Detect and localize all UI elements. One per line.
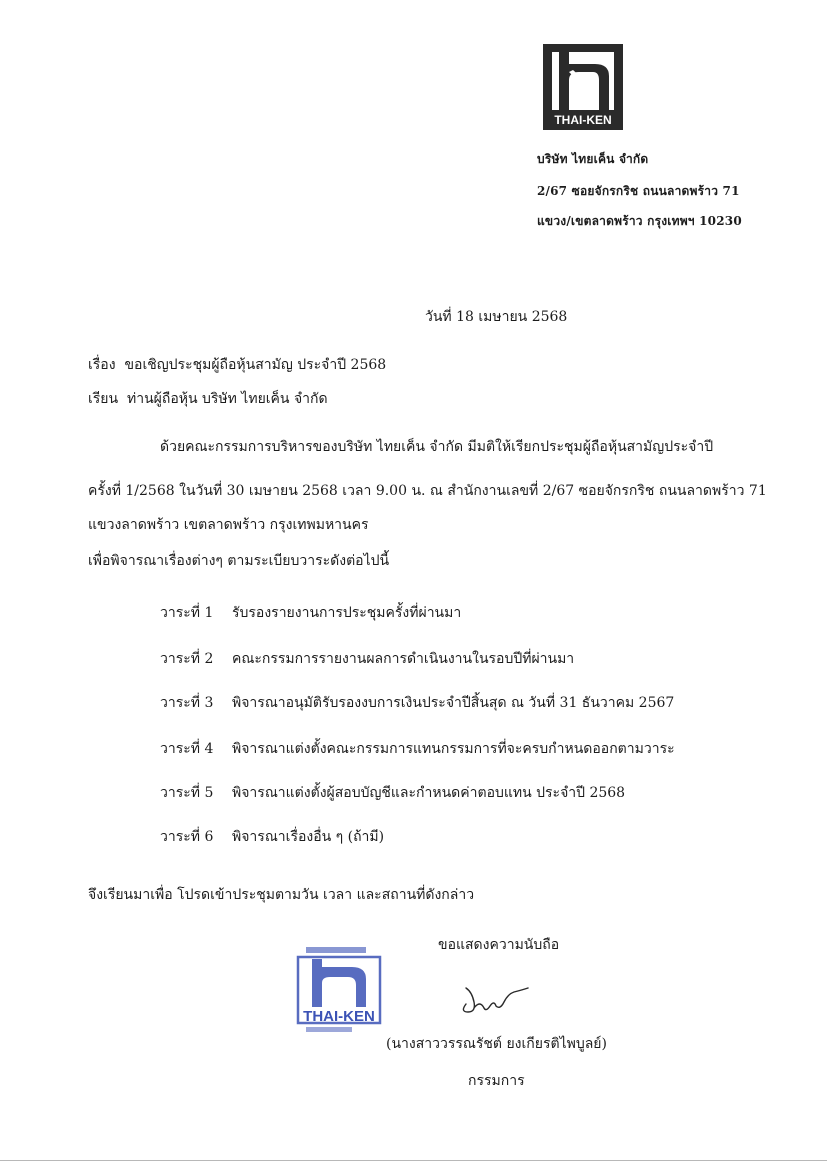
- svg-text:THAI-KEN: THAI-KEN: [554, 113, 612, 127]
- recipient-line: [88, 388, 328, 410]
- signer-position: กรรมการ: [468, 1073, 525, 1089]
- subject-label: เรื่อง: [88, 357, 116, 373]
- agenda-number: วาระที่ 1: [160, 605, 214, 621]
- subject-line: [88, 354, 386, 376]
- agenda-text: รับรองรายงานการประชุมครั้งที่ผ่านมา: [232, 605, 462, 621]
- company-stamp: [292, 945, 386, 1037]
- agenda-number: วาระที่ 3: [160, 695, 214, 711]
- agenda-text: คณะกรรมการรายงานผลการดำเนินงานในรอบปีที่ผ่านมา: [232, 651, 575, 667]
- agenda-number: วาระที่ 2: [160, 651, 214, 667]
- invitation-text: จึงเรียนมาเพื่อ โปรดเข้าประชุมตามวัน เวลา และสถานที่ดังกล่าว: [88, 887, 475, 903]
- svg-text:THAI-KEN: THAI-KEN: [303, 1008, 375, 1025]
- paragraph-line: แขวงลาดพร้าว เขตลาดพร้าว กรุงเทพมหานคร: [88, 517, 369, 533]
- agenda-number: วาระที่ 4: [160, 741, 214, 757]
- paragraph-line: ด้วยคณะกรรมการบริหารของบริษัท ไทยเค็น จำกัด มีมติให้เรียกประชุมผู้ถือหุ้นสามัญประจำปี: [160, 439, 714, 455]
- paragraph-line: เพื่อพิจารณาเรื่องต่างๆ ตามระเบียบวาระดังต่อไปนี้: [88, 553, 390, 569]
- agenda-number: วาระที่ 6: [160, 829, 214, 845]
- agenda-text: พิจารณาแต่งตั้งคณะกรรมการแทนกรรมการที่จะครบกำหนดออกตามวาระ: [232, 741, 675, 757]
- subject-text: ขอเชิญประชุมผู้ถือหุ้นสามัญ ประจำปี 2568: [124, 357, 387, 373]
- signer-name: (นางสาววรรณรัชต์ ยงเกียรติไพบูลย์): [386, 1036, 607, 1052]
- closing-text: ขอแสดงความนับถือ: [438, 937, 560, 953]
- page-bottom-edge: [0, 1160, 827, 1161]
- paragraph-line: ครั้งที่ 1/2568 ในวันที่ 30 เมษายน 2568 เวลา 9.00 น. ณ สำนักงานเลขที่ 2/67 ซอยจักรกริช ถนนลาดพร้าว 71: [88, 483, 767, 499]
- agenda-text: พิจารณาแต่งตั้งผู้สอบบัญชีและกำหนดค่าตอบแทน ประจำปี 2568: [232, 785, 626, 801]
- recipient-text: ท่านผู้ถือหุ้น บริษัท ไทยเค็น จำกัด: [126, 391, 328, 407]
- company-address-line: 2/67 ซอยจักรกริช ถนนลาดพร้าว 71: [537, 184, 740, 198]
- agenda-text: พิจารณาอนุมัติรับรองงบการเงินประจำปีสิ้นสุด ณ วันที่ 31 ธันวาคม 2567: [232, 695, 675, 711]
- agenda-number: วาระที่ 5: [160, 785, 214, 801]
- agenda-text: พิจารณาเรื่องอื่น ๆ (ถ้ามี): [232, 829, 385, 845]
- signature: [456, 982, 536, 1018]
- letter-date: วันที่ 18 เมษายน 2568: [425, 309, 568, 325]
- recipient-label: เรียน: [88, 391, 119, 407]
- company-name: บริษัท ไทยเค็น จำกัด: [537, 152, 649, 166]
- company-logo: [543, 44, 623, 130]
- company-address-line: แขวง/เขตลาดพร้าว กรุงเทพฯ 10230: [537, 214, 742, 228]
